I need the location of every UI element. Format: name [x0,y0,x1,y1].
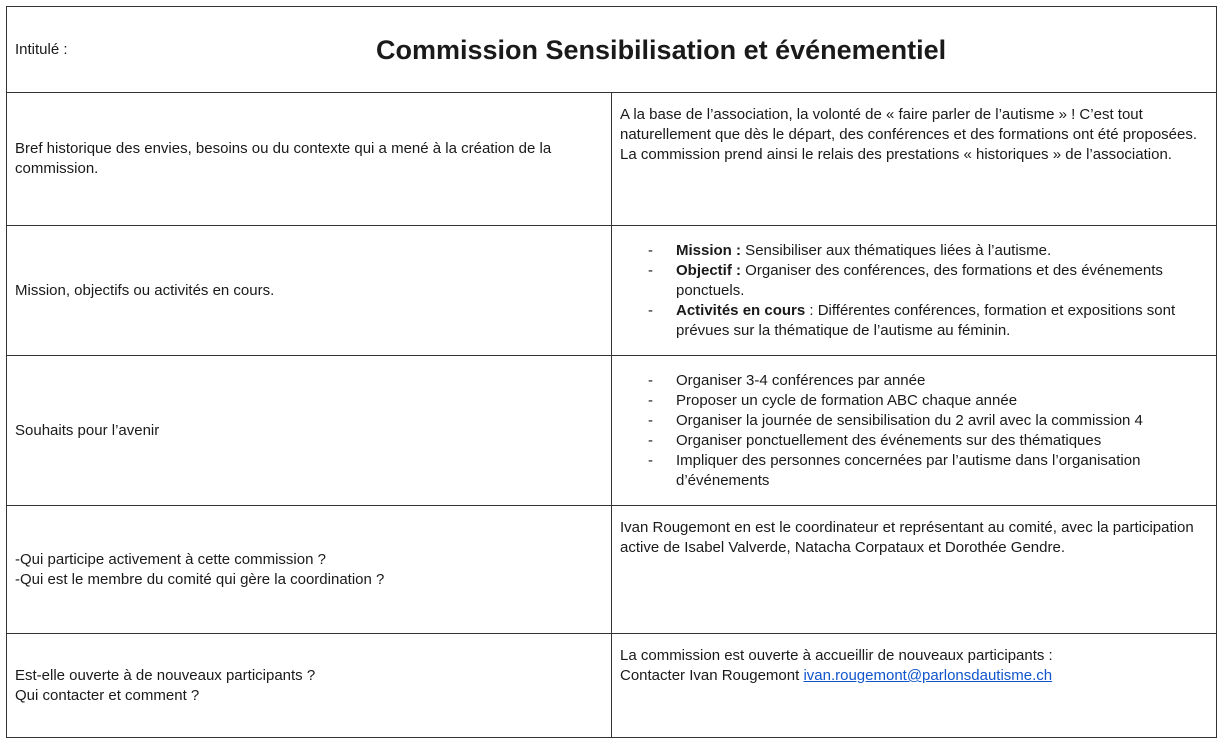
mission-item-bold: Mission : [676,241,742,259]
mission-item-text: Sensibiliser aux thématiques liées à l’autisme. [741,241,1052,259]
avenir-list [620,371,1208,491]
historique-label: Bref historique des envies, besoins ou du contexte qui a mené à la création de la commission. [7,93,612,226]
mission-item-bold: Activités en cours [676,301,806,319]
ouverture-label-2: Qui contacter et comment ? [15,686,200,704]
list-item: - Organiser 3-4 conférences par année [676,371,1208,391]
ouverture-label-1: Est-elle ouverte à de nouveaux participants ? [15,666,316,684]
ouverture-row [7,634,1217,738]
participants-row [7,506,1217,634]
mission-item-bold: Objectif : [676,261,742,279]
historique-row [7,93,1217,226]
list-item: - Proposer un cycle de formation ABC chaque année [676,391,1208,411]
mission-label: Mission, objectifs ou activités en cours. [7,226,612,356]
participants-label [7,506,612,634]
historique-text-2: La commission prend ainsi le relais des prestations « historiques » de l’association. [620,146,1172,163]
ouverture-contact-line [620,666,1208,686]
list-item: - Organiser la journée de sensibilisation du 2 avril avec la commission 4 [676,411,1208,431]
list-item [676,261,1208,301]
avenir-label: Souhaits pour l’avenir [7,356,612,506]
title-cell [7,7,1217,93]
email-link[interactable]: ivan.rougemont@parlonsdautisme.ch [803,667,1053,684]
list-item: - Impliquer des personnes concernées par l’autisme dans l’organisation d’événements [676,451,1208,491]
participants-content: Ivan Rougemont en est le coordinateur et représentant au comité, avec la participation active de Isabel Valverde, Natacha Corpataux et Dorothée Gendre. [612,506,1217,634]
mission-row [7,226,1217,356]
mission-item-text: : Différentes conférences, formation et expositions sont prévues sur la thématique de l’autisme au féminin. [676,301,1176,339]
participants-label-2: -Qui est le membre du comité qui gère la coordination ? [15,570,385,588]
ouverture-text: La commission est ouverte à accueillir de nouveaux participants : [620,647,1053,664]
page-title: Commission Sensibilisation et événementiel [376,35,947,65]
historique-content [612,93,1217,226]
list-item [676,241,1208,261]
commission-table [6,6,1217,738]
title-label: Intitulé : [15,40,68,58]
historique-text-1: A la base de l’association, la volonté de « faire parler de l’autisme » ! C’est tout naturellement que dès le départ, des conférences et des formations ont été proposées. [620,106,1198,143]
ouverture-content [612,634,1217,738]
mission-content [612,226,1217,356]
avenir-content [612,356,1217,506]
contact-prefix: Contacter Ivan Rougemont [620,667,804,684]
list-item: - Organiser ponctuellement des événements sur des thématiques [676,431,1208,451]
title-row [7,7,1217,93]
mission-item-text: Organiser des conférences, des formations et des événements ponctuels. [676,261,1163,299]
avenir-row [7,356,1217,506]
mission-list [620,241,1208,341]
list-item [676,301,1208,341]
ouverture-label [7,634,612,738]
participants-label-1: -Qui participe activement à cette commission ? [15,550,326,568]
